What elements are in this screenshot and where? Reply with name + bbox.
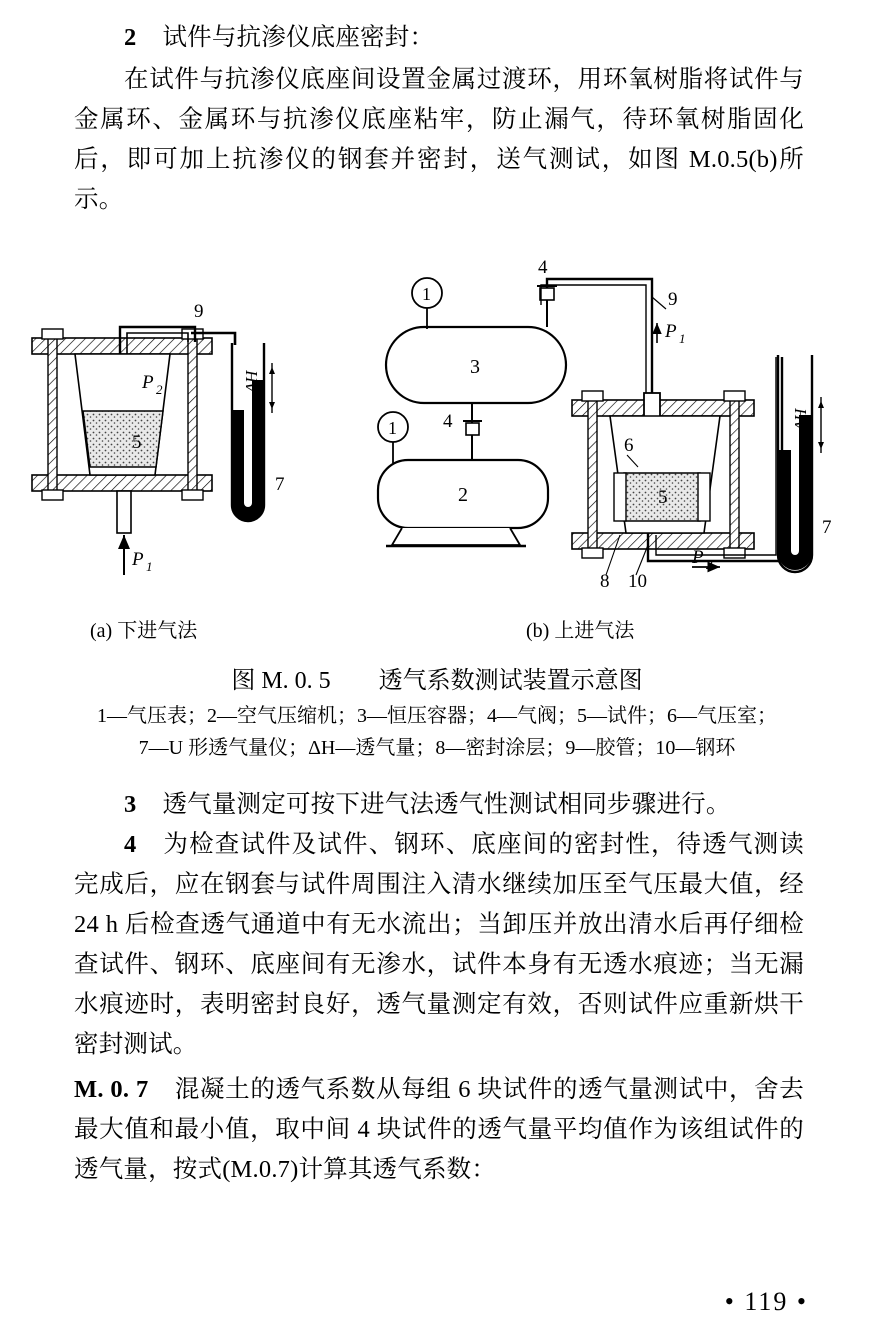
paragraph-item-3 xyxy=(74,785,804,825)
label-b-6: 6 xyxy=(624,435,634,456)
paragraph-item-2-body xyxy=(74,60,804,220)
item-number-3: 3 xyxy=(124,791,137,818)
label-b-2: 2 xyxy=(458,484,468,506)
svg-text:1: 1 xyxy=(146,559,153,574)
item-3-text: 透气量测定可按下进气法透气性测试相同步骤进行。 xyxy=(162,791,731,818)
label-b-4-mid: 4 xyxy=(443,411,453,432)
svg-text:2: 2 xyxy=(706,557,713,572)
sub-caption-b: (b) 上进气法 xyxy=(526,620,635,642)
label-a-P1: P xyxy=(132,549,144,570)
label-a-P2: P xyxy=(142,372,154,393)
label-b-9: 9 xyxy=(668,289,678,310)
svg-text:2: 2 xyxy=(156,382,163,397)
label-b-P1: P xyxy=(665,321,677,342)
label-b-5: 5 xyxy=(658,487,668,508)
label-b-P2: P xyxy=(692,547,704,568)
svg-text:1: 1 xyxy=(679,331,686,346)
label-b-4-top: 4 xyxy=(538,257,548,278)
label-b-10: 10 xyxy=(628,571,647,592)
label-b-1-bottom: 1 xyxy=(388,418,397,438)
item-4-text: 为检查试件及试件、钢环、底座间的密封性，待透气测读完成后，应在钢套与试件周围注入清水继续加压至气压最大值，经 24 h 后检查透气通道中有无水流出；当卸压并放出清水后再仔细检查试件、钢环、底座间有无渗水，试件本身有无透水痕迹；当无漏水痕迹时，表明密封良好，透气量测定有效，否则试件应重新烘干密封测试。 xyxy=(74,831,804,1058)
clause-M07-text: 混凝土的透气系数从每组 6 块试件的透气量测试中，舍去最大值和最小值，取中间 4 块试件的透气量平均值作为该组试件的透气量，按式(M.0.7)计算其透气系数： xyxy=(74,1076,804,1183)
label-a-5: 5 xyxy=(132,432,142,453)
figure-caption: 图 M. 0. 5 透气系数测试装置示意图 xyxy=(231,668,643,694)
paragraph-item-2 xyxy=(74,18,804,58)
item-2-body-text: 在试件与抗渗仪底座间设置金属过渡环，用环氧树脂将试件与金属环、金属环与抗渗仪底座粘牢，防止漏气，待环氧树脂固化后，即可加上抗渗仪的钢套并密封，送气测试，如图 M.0.5(b)所示。 xyxy=(74,66,804,213)
item-2-text: 试件与抗渗仪底座密封： xyxy=(162,24,435,51)
label-b-dH: ΔH xyxy=(791,408,810,431)
label-b-8: 8 xyxy=(600,571,610,592)
figure-legend-line-1: 1—气压表；2—空气压缩机；3—恒压容器；4—气阀；5—试件；6—气压室； xyxy=(97,705,777,727)
figure-M05 xyxy=(20,245,854,665)
page-number: • 119 • xyxy=(724,1287,808,1316)
label-b-3: 3 xyxy=(470,356,480,378)
label-a-9: 9 xyxy=(194,301,204,322)
label-b-7: 7 xyxy=(822,517,832,538)
item-number-4: 4 xyxy=(124,831,137,858)
item-number-2: 2 xyxy=(124,24,137,51)
label-b-1-top: 1 xyxy=(422,284,431,304)
clause-number-M07: M. 0. 7 xyxy=(74,1076,149,1103)
sub-caption-a: (a) 下进气法 xyxy=(90,620,198,642)
paragraph-clause-M07 xyxy=(74,1070,804,1190)
label-a-dH: ΔH xyxy=(242,370,261,393)
figure-diagram xyxy=(20,245,854,665)
paragraph-item-4 xyxy=(74,825,804,1065)
label-a-7: 7 xyxy=(275,474,285,495)
figure-legend-line-2: 7—U 形透气量仪；ΔH—透气量；8—密封涂层；9—胶管；10—钢环 xyxy=(138,737,736,759)
